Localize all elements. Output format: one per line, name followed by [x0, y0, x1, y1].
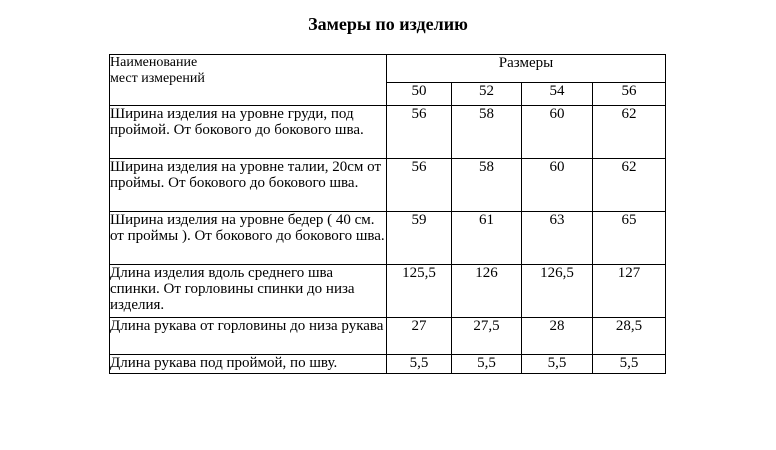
row-label: Ширина изделия на уровне груди, под проймой. От бокового до бокового шва. — [110, 106, 387, 159]
cell-value: 28,5 — [593, 318, 666, 355]
size-header: 52 — [452, 83, 522, 106]
row-label: Длина рукава от горловины до низа рукава — [110, 318, 387, 355]
cell-value: 126 — [452, 265, 522, 318]
cell-value: 63 — [522, 212, 593, 265]
size-header: 56 — [593, 83, 666, 106]
row-label: Длина изделия вдоль среднего шва спинки. От горловины спинки до низа изделия. — [110, 265, 387, 318]
cell-value: 127 — [593, 265, 666, 318]
column-header-name — [110, 55, 387, 106]
cell-value: 59 — [387, 212, 452, 265]
row-label: Длина рукава под проймой, по шву. — [110, 355, 387, 374]
cell-value: 62 — [593, 159, 666, 212]
row-label: Ширина изделия на уровне бедер ( 40 см. от проймы ). От бокового до бокового шва. — [110, 212, 387, 265]
table-header-row — [110, 55, 666, 83]
cell-value: 27,5 — [452, 318, 522, 355]
cell-value: 61 — [452, 212, 522, 265]
table-row — [110, 265, 666, 318]
cell-value: 5,5 — [452, 355, 522, 374]
cell-value: 60 — [522, 159, 593, 212]
cell-value: 62 — [593, 106, 666, 159]
table-row — [110, 355, 666, 374]
size-header: 50 — [387, 83, 452, 106]
cell-value: 27 — [387, 318, 452, 355]
cell-value: 60 — [522, 106, 593, 159]
cell-value: 58 — [452, 159, 522, 212]
size-header: 54 — [522, 83, 593, 106]
row-label: Ширина изделия на уровне талии, 20см от проймы. От бокового до бокового шва. — [110, 159, 387, 212]
header-label: Наименование мест измерений — [110, 55, 205, 86]
cell-value: 125,5 — [387, 265, 452, 318]
cell-value: 56 — [387, 106, 452, 159]
page-title: Замеры по изделию — [308, 14, 468, 34]
cell-value: 5,5 — [522, 355, 593, 374]
cell-value: 56 — [387, 159, 452, 212]
table-row — [110, 159, 666, 212]
table-row — [110, 318, 666, 355]
cell-value: 65 — [593, 212, 666, 265]
measurements-table — [109, 54, 666, 374]
table-row — [110, 106, 666, 159]
cell-value: 58 — [452, 106, 522, 159]
cell-value: 28 — [522, 318, 593, 355]
cell-value: 126,5 — [522, 265, 593, 318]
table-row — [110, 212, 666, 265]
cell-value: 5,5 — [387, 355, 452, 374]
sizes-label: Размеры — [498, 55, 554, 71]
column-header-sizes — [387, 55, 666, 83]
cell-value: 5,5 — [593, 355, 666, 374]
